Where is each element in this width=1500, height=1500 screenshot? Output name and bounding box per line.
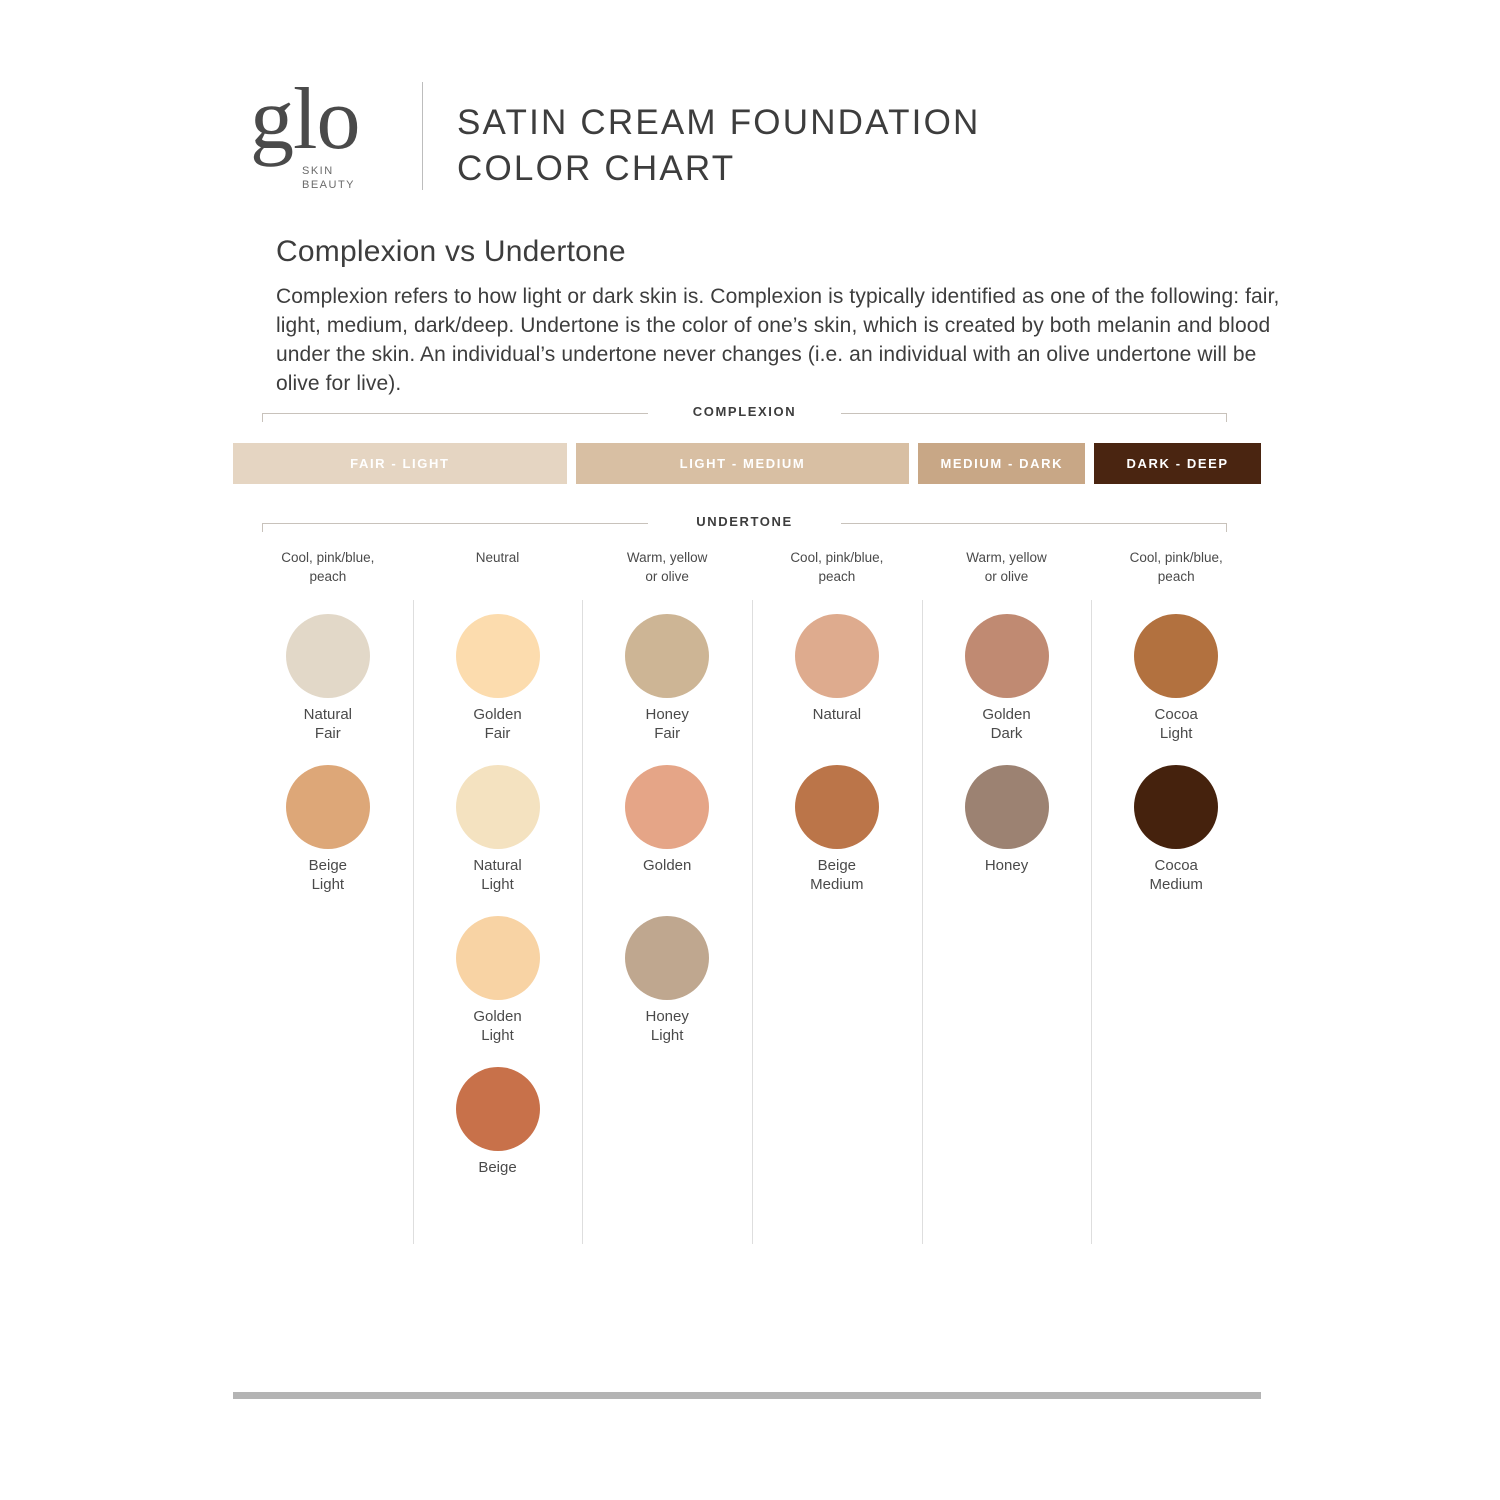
shade-name: Natural Fair <box>303 706 353 742</box>
shade-swatch[interactable] <box>1134 614 1218 698</box>
shade-item[interactable] <box>413 765 583 916</box>
bracket-line-right <box>841 523 1227 524</box>
logo-wordmark: glo <box>250 71 360 168</box>
undertone-header-4: Warm, yellow or olive <box>966 550 1047 585</box>
shade-name: Beige <box>478 1159 517 1176</box>
page-title-line2: COLOR CHART <box>457 149 736 189</box>
shade-name: Golden Dark <box>982 706 1031 742</box>
shade-item[interactable] <box>922 765 1092 916</box>
undertone-bracket <box>262 512 1227 534</box>
shade-item[interactable] <box>413 614 583 765</box>
shade-swatch[interactable] <box>795 765 879 849</box>
shade-swatch[interactable] <box>456 765 540 849</box>
shade-name: Natural Light <box>473 857 522 893</box>
shade-name: Golden Light <box>473 1008 522 1044</box>
logo-tagline-line2: BEAUTY <box>302 178 356 191</box>
shade-swatch[interactable] <box>456 916 540 1000</box>
shade-name: Honey <box>984 857 1029 874</box>
page-header <box>250 71 981 192</box>
undertone-header-1: Neutral <box>475 550 520 565</box>
shade-column-3 <box>752 600 922 1244</box>
complexion-bracket <box>262 402 1227 424</box>
shade-item[interactable] <box>243 765 413 916</box>
bracket-line-left <box>262 413 648 414</box>
shade-item[interactable] <box>752 765 922 916</box>
column-divider <box>582 600 583 1244</box>
bracket-tick-right <box>1226 523 1227 532</box>
shade-column-4 <box>922 600 1092 1244</box>
bracket-tick-right <box>1226 413 1227 422</box>
intro-body: Complexion refers to how light or dark skin is. Complexion is typically identified as one of the following: fair, light, medium, dark/deep. Undertone is the color of one’s skin, which is created by both melanin and blood under the skin. An individual’s undertone never changes (i.e. an individual with an olive undertone will be olive for live). <box>276 285 1280 395</box>
bracket-line-left <box>262 523 648 524</box>
shade-column-1 <box>413 600 583 1244</box>
shade-column-5 <box>1091 600 1261 1244</box>
column-divider <box>1091 600 1092 1244</box>
page-title <box>457 78 981 192</box>
intro-section <box>276 235 1306 399</box>
shade-item[interactable] <box>1091 765 1261 916</box>
complexion-band-light-medium: LIGHT - MEDIUM <box>576 443 910 484</box>
shade-name: Beige Medium <box>810 857 864 893</box>
logo-tagline-line1: SKIN <box>302 164 334 177</box>
bracket-tick-left <box>262 523 263 532</box>
shade-item[interactable] <box>1091 614 1261 765</box>
shade-name: Honey Fair <box>645 706 689 742</box>
shade-swatch[interactable] <box>456 614 540 698</box>
complexion-band-row <box>233 443 1261 484</box>
shade-item[interactable] <box>922 614 1092 765</box>
column-divider <box>413 600 414 1244</box>
shade-grid <box>243 600 1261 1244</box>
complexion-band-dark-deep: DARK - DEEP <box>1094 443 1261 484</box>
shade-name: Beige Light <box>308 857 348 893</box>
shade-item[interactable] <box>582 765 752 916</box>
shade-name: Cocoa Medium <box>1149 857 1203 893</box>
shade-swatch[interactable] <box>625 614 709 698</box>
shade-item[interactable] <box>752 614 922 765</box>
shade-swatch[interactable] <box>625 765 709 849</box>
brand-logo <box>250 71 400 192</box>
complexion-band-fair-light: FAIR - LIGHT <box>233 443 567 484</box>
column-divider <box>752 600 753 1244</box>
shade-swatch[interactable] <box>1134 765 1218 849</box>
shade-swatch[interactable] <box>965 614 1049 698</box>
shade-column-0 <box>243 600 413 1244</box>
undertone-bracket-label: UNDERTONE <box>686 514 803 529</box>
undertone-header-5: Cool, pink/blue, peach <box>1129 550 1223 585</box>
shade-swatch[interactable] <box>625 916 709 1000</box>
shade-swatch[interactable] <box>286 765 370 849</box>
bracket-line-right <box>841 413 1227 414</box>
footer-rule <box>233 1392 1261 1399</box>
shade-swatch[interactable] <box>286 614 370 698</box>
intro-heading: Complexion vs Undertone <box>276 235 626 268</box>
undertone-header-3: Cool, pink/blue, peach <box>790 550 884 585</box>
shade-name: Golden <box>642 857 692 874</box>
shade-swatch[interactable] <box>965 765 1049 849</box>
shade-column-2 <box>582 600 752 1244</box>
undertone-header-row <box>243 548 1261 586</box>
undertone-header-2: Warm, yellow or olive <box>626 550 708 585</box>
column-divider <box>922 600 923 1244</box>
shade-item[interactable] <box>582 916 752 1067</box>
shade-name: Golden Fair <box>473 706 522 742</box>
shade-item[interactable] <box>413 916 583 1067</box>
complexion-band-medium-dark: MEDIUM - DARK <box>918 443 1085 484</box>
complexion-bracket-label: COMPLEXION <box>683 404 806 419</box>
bracket-tick-left <box>262 413 263 422</box>
shade-item[interactable] <box>243 614 413 765</box>
shade-name: Cocoa Light <box>1154 706 1198 742</box>
shade-name: Honey Light <box>645 1008 689 1044</box>
undertone-header-0: Cool, pink/blue, peach <box>281 550 375 585</box>
header-divider <box>422 82 423 190</box>
shade-item[interactable] <box>582 614 752 765</box>
shade-swatch[interactable] <box>795 614 879 698</box>
shade-item[interactable] <box>413 1067 583 1218</box>
page-title-line1: SATIN CREAM FOUNDATION <box>457 103 981 142</box>
shade-swatch[interactable] <box>456 1067 540 1151</box>
shade-name: Natural <box>812 706 862 723</box>
